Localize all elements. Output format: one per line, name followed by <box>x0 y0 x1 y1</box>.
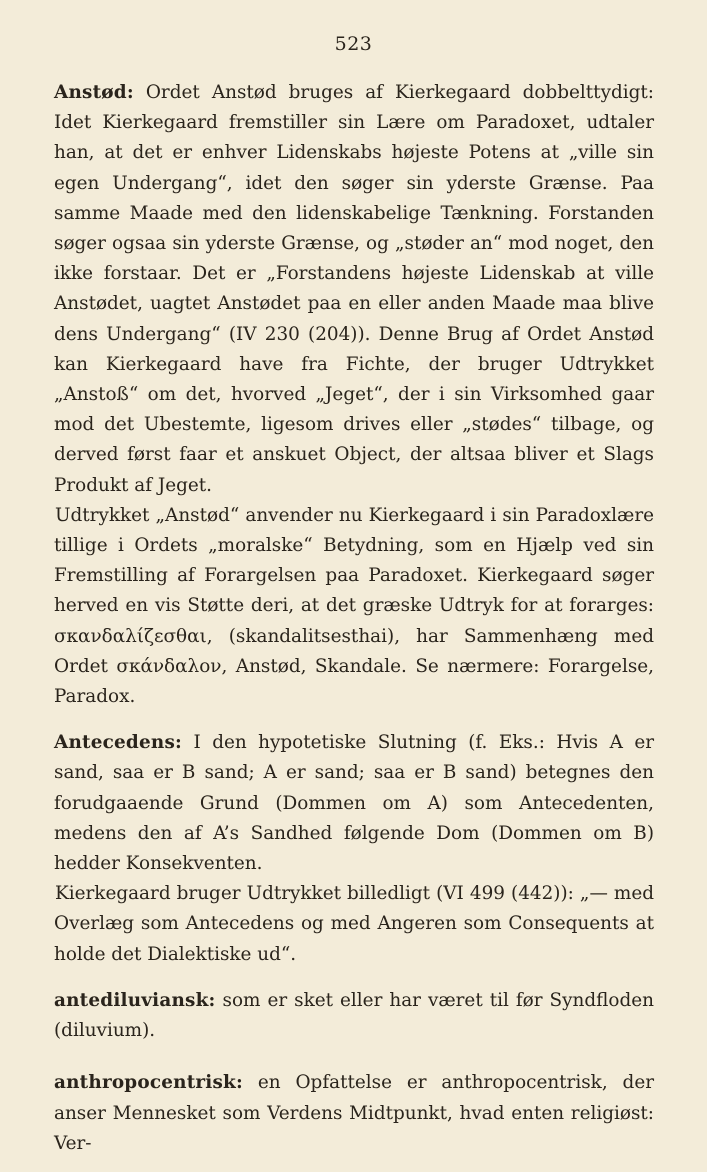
entry-headword: anthropocentrisk: <box>54 1072 243 1094</box>
page-number: 523 <box>334 33 373 55</box>
entry-paragraph: Udtrykket „Anstød“ anvender nu Kierkegaard i sin Paradoxlære tillige i Ordets „moralske“ Betydning, som en Hjælp ved sin Fremstilling af Forargelsen paa Paradoxet. Kierkegaard søger herved en vis Støtte deri, at det græske Udtryk for at forarges: σκανδαλίζεσθαι, (skandalitsesthai), har Sammenhæng med Ordet σκάνδαλον, Anstød, Skandale. Se nærmere: Forargelse, Paradox. <box>54 504 654 708</box>
entry-text: en Opfattelse er anthropocentrisk, der anser Mennesket som Verdens Midtpunkt, hvad enten religiøst: Ver- <box>54 1072 654 1154</box>
dictionary-entry <box>54 728 654 879</box>
entry-text: Ordet Anstød bruges af Kierkegaard dobbelttydigt: Idet Kierkegaard fremstiller sin Lære om Paradoxet, udtaler han, at det er enhver Lidenskabs højeste Potens at „ville sin egen Undergang“, idet den søger sin yderste Grænse. Paa samme Maade med den lidenskabelige Tænkning. Forstanden søger ogsaa sin yderste Grænse, og „støder an“ mod noget, den ikke forstaar. Det er „Forstandens højeste Lidenskab at ville Anstødet, uagtet Anstødet paa en eller anden Maade maa blive dens Undergang“ (IV 230 (204)). Denne Brug af Ordet Anstød kan Kierkegaard have fra Fichte, der bruger Udtrykket „Anstoß“ om det, hvorved „Jeget“, der i sin Virksomhed gaar mod det Ubestemte, ligesom drives eller „stødes“ tilbage, og derved først faar et anskuet Object, der altsaa bliver et Slags Produkt af Jeget. <box>54 82 654 496</box>
entry-headword: antediluviansk: <box>54 989 216 1011</box>
page-body <box>54 78 654 1159</box>
entry-text: I den hypotetiske Slutning (f. Eks.: Hvis A er sand, saa er B sand; A er sand; saa er B sand) betegnes den forudgaaende Grund (Dommen om A) som Antecedenten, medens den af A’s Sandhed følgende Dom (Dommen om B) hedder Konsekventen. <box>54 732 654 875</box>
entry-headword: Antecedens: <box>54 732 183 754</box>
dictionary-entry <box>54 986 654 1046</box>
entry-text: som er sket eller har været til før Syndfloden (diluvium). <box>54 989 654 1042</box>
entry-headword: Anstød: <box>54 82 134 103</box>
dictionary-entry <box>54 1068 654 1159</box>
dictionary-entry <box>54 78 654 501</box>
entry-paragraph: Kierkegaard bruger Udtrykket billedligt (VI 499 (442)): „— med Overlæg som Antecedens og med Angeren som Consequents at holde det Dialektiske ud“. <box>54 883 654 965</box>
